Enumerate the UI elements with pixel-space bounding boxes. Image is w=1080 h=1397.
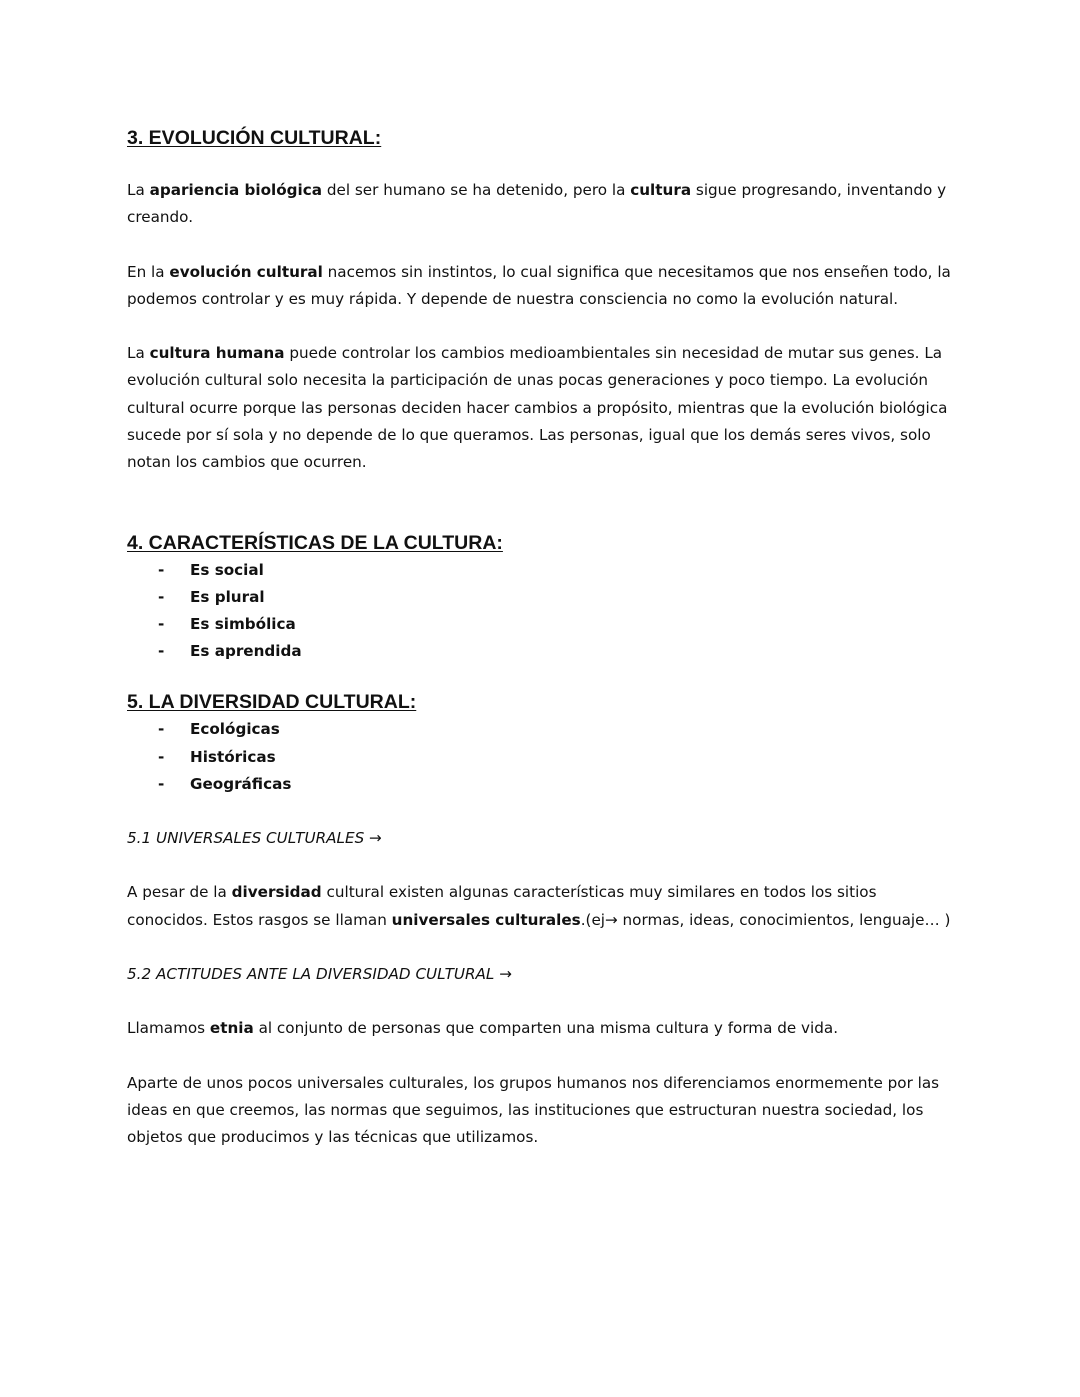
bullet: - bbox=[158, 587, 165, 606]
bold-text: universales culturales bbox=[391, 910, 581, 929]
document-content bbox=[127, 124, 952, 1151]
list-item bbox=[127, 611, 952, 638]
bold-text: cultura bbox=[630, 181, 692, 199]
text: La bbox=[127, 344, 150, 363]
list-item-label: Es aprendida bbox=[190, 642, 302, 661]
bullet: - bbox=[158, 720, 165, 739]
caracteristicas-list bbox=[127, 557, 952, 666]
list-item bbox=[127, 744, 952, 771]
paragraph-universales bbox=[127, 879, 952, 934]
bold-text: cultura humana bbox=[149, 344, 285, 363]
bold-text: evolución cultural bbox=[169, 262, 323, 281]
paragraph-aparte: Aparte de unos pocos universales culturales, los grupos humanos nos diferenciamos enormemente por las ideas en que creemos, las normas que seguimos, las instituciones que estructuran nuestra sociedad, los objetos que producimos y las técnicas que utilizamos. bbox=[127, 1073, 940, 1147]
list-item bbox=[127, 716, 952, 743]
bold-text: apariencia biológica bbox=[149, 181, 323, 199]
subheading-actitudes: 5.2 ACTITUDES ANTE LA DIVERSIDAD CULTURAL → bbox=[127, 964, 512, 983]
text: .(ej→ normas, ideas, conocimientos, lenguaje… ) bbox=[580, 910, 951, 929]
diversidad-list bbox=[127, 716, 952, 798]
heading-evolucion-cultural: 3. EVOLUCIÓN CULTURAL: bbox=[127, 127, 382, 149]
list-item-label: Geográficas bbox=[190, 774, 292, 793]
bullet: - bbox=[158, 642, 165, 661]
text: sigue progresando, inventando y creando. bbox=[127, 181, 947, 227]
list-item-label: Es simbólica bbox=[190, 615, 296, 634]
paragraph-evolucion bbox=[127, 259, 952, 314]
paragraph-cultura-humana bbox=[127, 340, 952, 476]
bullet: - bbox=[158, 560, 165, 579]
text: En la bbox=[127, 262, 170, 281]
text: A pesar de la bbox=[127, 883, 232, 902]
bullet: - bbox=[158, 615, 165, 634]
text: del ser humano se ha detenido, pero la bbox=[322, 181, 631, 199]
text: La bbox=[127, 181, 150, 199]
paragraph-etnia bbox=[127, 1015, 952, 1042]
paragraph-apariencia bbox=[127, 177, 952, 232]
list-item bbox=[127, 771, 952, 798]
heading-caracteristicas: 4. CARACTERÍSTICAS DE LA CULTURA: bbox=[127, 531, 503, 554]
text: nacemos sin instintos, lo cual significa que necesitamos que nos enseñen todo, la podemos controlar y es muy rápida. Y depende de nuestra consciencia no como la evolución natural. bbox=[127, 262, 951, 308]
text: Llamamos bbox=[127, 1019, 210, 1038]
text: al conjunto de personas que comparten una misma cultura y forma de vida. bbox=[253, 1019, 839, 1038]
list-item bbox=[127, 584, 952, 611]
list-item-label: Históricas bbox=[190, 747, 276, 766]
bullet: - bbox=[158, 774, 165, 793]
bold-text: diversidad bbox=[231, 883, 322, 902]
list-item-label: Ecológicas bbox=[190, 720, 280, 739]
list-item-label: Es plural bbox=[190, 587, 265, 606]
list-item-label: Es social bbox=[190, 560, 264, 579]
list-item bbox=[127, 557, 952, 584]
heading-diversidad-cultural: 5. LA DIVERSIDAD CULTURAL: bbox=[127, 691, 417, 714]
subheading-universales: 5.1 UNIVERSALES CULTURALES → bbox=[127, 829, 382, 848]
list-item bbox=[127, 638, 952, 665]
text: puede controlar los cambios medioambientales sin necesidad de mutar sus genes. La evolución cultural solo necesita la participación de unas pocas generaciones y poco tiempo. La evolución cultural ocurre porque las personas deciden hacer cambios a propósito, mientras que la evolución biológica sucede por sí sola y no depende de lo que queramos. Las personas, igual que los demás seres vivos, solo notan los cambios que ocurren. bbox=[127, 344, 948, 472]
bullet: - bbox=[158, 747, 165, 766]
bold-text: etnia bbox=[209, 1019, 254, 1038]
text: cultural existen algunas características muy similares en todos los sitios conocidos. Estos rasgos se llaman bbox=[127, 883, 877, 929]
